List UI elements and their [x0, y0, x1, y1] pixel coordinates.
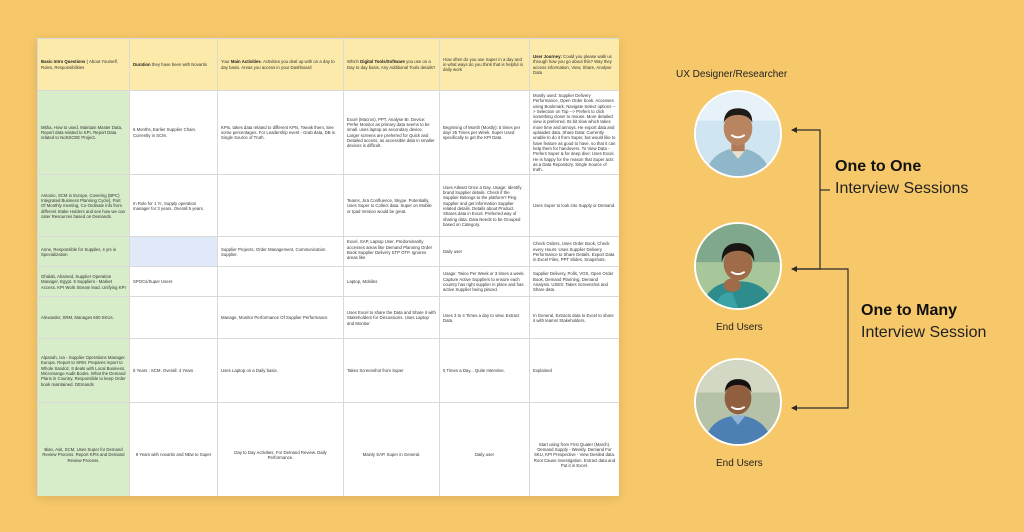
table-cell: Beginning of Month (Mostly): 5 times per day/ 25 Times per Week. Super Used specifically to get the KPI Data: [440, 91, 530, 175]
research-spreadsheet: [37, 38, 619, 496]
table-cell: Start using from First Quater (March). Demand Supply - Weekly. Demand For SKU, KPI Prespective - View Desiled data. Root Cause investigation. Extract data and Put it in Excel.: [530, 403, 620, 496]
table-cell: Excel (Macros), PPT, Analyse BI. Device: Prefer Monitor as primary data seems to be small. uses laptop as secondary device. Larger screens are preferred for Quick and Detailed access, as accessible data in smaller devices is difficult.: [344, 91, 440, 175]
table-cell: Uses Super to look into Supply or Demand.: [530, 175, 620, 237]
table-cell: Excel, SAP, Laptop User. Predominantly accesses areas like Demand Planning Order Book Supplier Delivery STP OTP. Ignores areas like: [344, 237, 440, 267]
table-row: [38, 91, 620, 175]
table-cell: [218, 267, 344, 297]
table-cell: Supplier Delivery, Polls, VOS, Open Order Book, Demand Planning, Demand Analysis. USES: Takes Screenshot and Share data.: [530, 267, 620, 297]
header-row: [38, 39, 620, 91]
table-cell: Laptop, Mobiles: [344, 267, 440, 297]
table-cell: 5 Times a Day... Quite Intensive.: [440, 339, 530, 403]
end-users-label-2: End Users: [716, 458, 763, 469]
table-cell: Mainly SAP. Super in General.: [344, 403, 440, 496]
header-tools: Which Digital Tools/Software you use on a Day to day basis, Any Additional Tools details?: [344, 39, 440, 91]
table-row: [38, 237, 620, 267]
table-cell: In Role for 1 Yr, Supply operation manager for 3 years. Overall 5 years.: [130, 175, 218, 237]
table-cell: Check Orders, Uses Order Book, Check every Hours. Uses Supplier Delivery Performance to Share Details. Export Data in Excel Files, PPT Slides, Snapshots.: [530, 237, 620, 267]
table-cell: Daily user: [440, 403, 530, 496]
arrowhead: [791, 266, 797, 272]
header-intro: Basic Intro Questions ( About Yourself, Roles, Responsibilities: [38, 39, 130, 91]
table-row: [38, 175, 620, 237]
table-cell: Mitha, How to used, Maintain Master Data, Report data related to KPI, Report Data related to NoSSCEE Project.: [38, 91, 130, 175]
table-cell: [130, 297, 218, 339]
table-cell: Anne, Responsible for Supplier, 4 yrs in Specialization: [38, 237, 130, 267]
table-row: [38, 339, 620, 403]
table-cell: 5 Years : SCM. Overall: 4 Years: [130, 339, 218, 403]
end-user-avatar-1: [694, 222, 782, 310]
table-cell: [218, 175, 344, 237]
arrowhead: [791, 127, 797, 133]
table-cell: Bian, Asit, SCM, Uses Super for Demand Review Process. Report KPIs and Demand Review Process.: [38, 403, 130, 496]
table-cell: Antonio, SCM in Europe, Covering (BPC) Integrated Business Planning Cycle), Part Of Monthly meeting, Co-Ordinate info from different Stake Holders and see how we can cater Resources based on Demands.: [38, 175, 130, 237]
table-cell: Alpanah, Isa - Supplier Operations Manager. Europe. Report to SRM. Prepares report to Whole Sandoz. It deals with Local Business. Micromange Audit Books. What the Demand Plans in Country. Responsible to keep Order book maintained. DEmands: [38, 339, 130, 403]
table-cell: SPOCs/Super Users: [130, 267, 218, 297]
table-cell: Supplier Projects, Order Management, Communication Supplier.: [218, 237, 344, 267]
table-cell: 9 Years with novartis and NEw to Super: [130, 403, 218, 496]
interview-table: [37, 38, 619, 496]
table-cell: Usage: Twice Per Week or 3 times a week. Capture Active Suppliers to ensure each country has right supplier in place and has active Supplier being placed.: [440, 267, 530, 297]
designer-photo: [696, 92, 780, 176]
table-cell: Uses Atleast Once a Day. Usage: Identify brand Supplier details. Check if the Supplier Belongs to the platform? Ping Supplier and get information Supplier related details. Details about Product. Shares data in Excel. Preferred way of sharing data. Data Needs to be Grouped based on Category.: [440, 175, 530, 237]
table-cell: KPIs, takes data related to different KPIs, Tweak them, See some percentages. For Leadership event - Grab data, DB is Single Source of Truth.: [218, 91, 344, 175]
table-cell: 6 Months, Earlier Supplier Chain, Currently in SCM.: [130, 91, 218, 175]
header-duration: Duration they have been with Novartis: [130, 39, 218, 91]
table-cell: Alexander, SRM, Manages 600 SKUs.: [38, 297, 130, 339]
table-cell: Daily user: [440, 237, 530, 267]
end-users-label-1: End Users: [716, 322, 763, 333]
one-to-one-subtitle: Interview Sessions: [835, 180, 969, 197]
table-cell: Day to Day Activities, For Demand Review. Daily Performance.: [218, 403, 344, 496]
table-cell: Uses Excel to share the Data and Share it with Stakeholders for Discussions. Uses Laptop and Monitor: [344, 297, 440, 339]
end-user-photo-2: [696, 360, 780, 444]
one-to-many-title: One to Many: [861, 302, 958, 319]
table-cell: Mostly used: Supplier Delivery Performance, Open Order book. Accesses using Bookmark, Navigate Select options --> Selection on Top --> Prefers to click something closer to mouse. More detailed view is preferred. Its bit slow which takes more time and annoys. He export data and uploades data. Share Data: Currently unable to do it from Super, but would like to have feature as good to have, so that it can help them for handovers. To View Data - Prefers Super & for deep dive: Uses Excel. He is happy for the reason that Super acts as a Data Repository. Single Source of truth.: [530, 91, 620, 175]
arrowhead: [791, 405, 797, 411]
table-cell: [130, 237, 218, 267]
table-cell: Uses Laptop on a Daily basis.: [218, 339, 344, 403]
designer-avatar: [694, 90, 782, 178]
table-cell: Takes Screenshot from Super: [344, 339, 440, 403]
table-row: [38, 403, 620, 496]
table-cell: Uses 3 to 4 Times a day to view, Extract Data.: [440, 297, 530, 339]
table-cell: Teams, Jira Confluence, Skype. Potentially, Uses Super to Collect data. Super on Mobile or Ipad Version would be great.: [344, 175, 440, 237]
table-cell: In General, Extracts data to Excel to share it with teams/ Stakeholders.: [530, 297, 620, 339]
table-row: [38, 267, 620, 297]
table-cell: Ghalab, Ahamed, Supplier Operation Manager, Egypt. 5 Suppliers - Market Access. KPI Work Stream lead. Unifying KPI: [38, 267, 130, 297]
designer-label: UX Designer/Researcher: [676, 69, 788, 80]
end-user-photo-1: [696, 224, 780, 308]
end-user-avatar-2: [694, 358, 782, 446]
one-to-one-title: One to One: [835, 158, 922, 175]
header-activities: Your Main Activities. Activities you deal up with on a day to day basis. Areas you access in your Dashboard: [218, 39, 344, 91]
table-cell: Manage, Monitor Performance Of Supplier Performance: [218, 297, 344, 339]
one-to-many-subtitle: Interview Session: [861, 324, 987, 341]
table-cell: Explained: [530, 339, 620, 403]
header-usage: How often do you use Super in a day and in what ways do you think that is helpful in daily work: [440, 39, 530, 91]
header-journey: User Journey: Could you please walk us through how you go about this? Way they access information, View, Share, Analyse Data: [530, 39, 620, 91]
table-row: [38, 297, 620, 339]
